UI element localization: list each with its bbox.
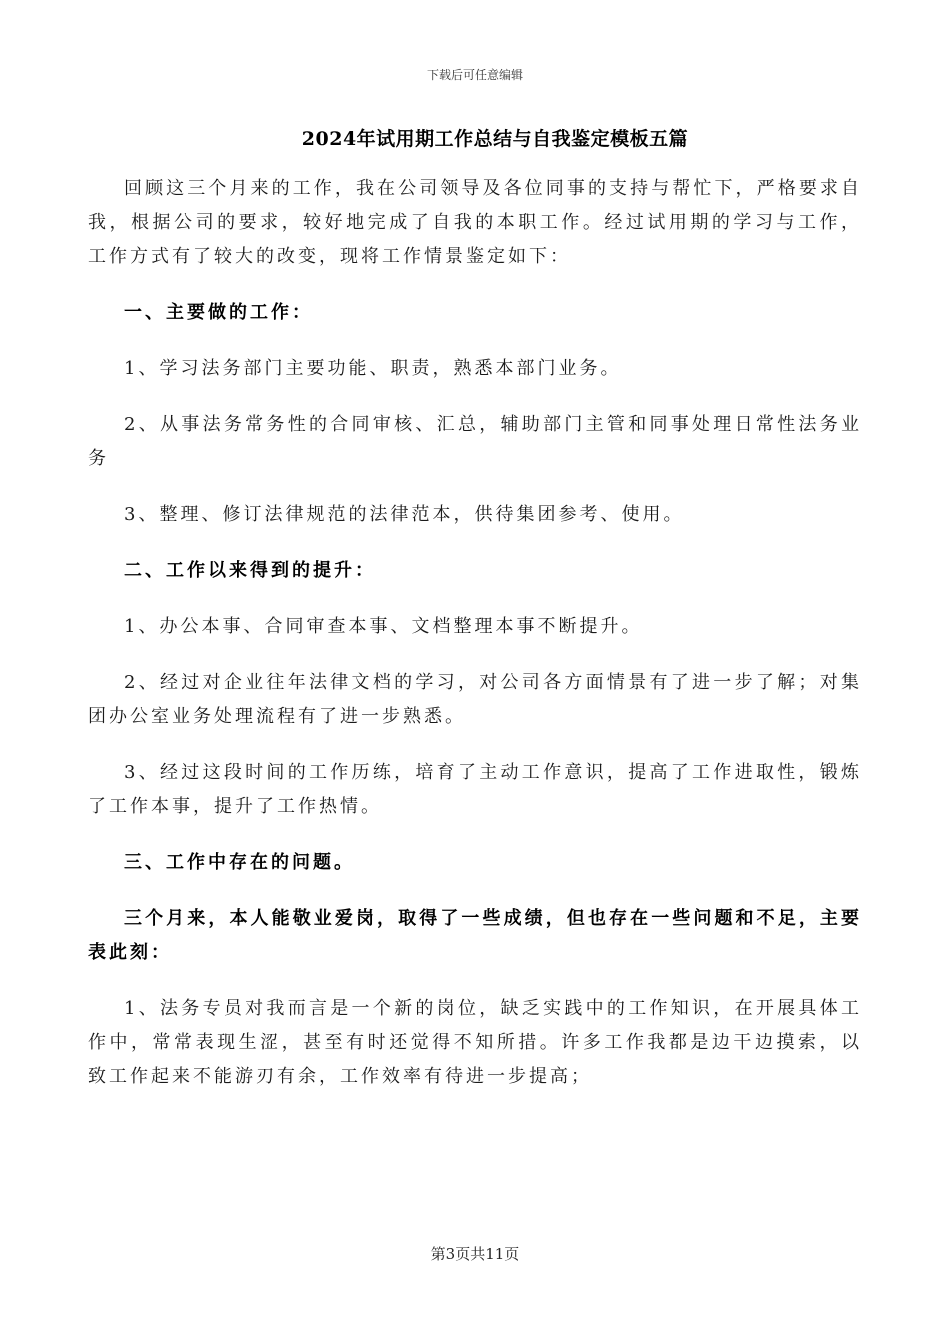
document-body [88,172,862,1094]
section-heading-improvements: 二、工作以来得到的提升： [124,560,376,581]
document-title: 2024年试用期工作总结与自我鉴定模板五篇 [301,128,689,150]
page-footer: 第3页共11页 [430,1245,520,1263]
list-item: 2、从事法务常务性的合同审核、汇总，辅助部门主管和同事处理日常性法务业务 [88,414,862,469]
list-item: 1、法务专员对我而言是一个新的岗位，缺乏实践中的工作知识，在开展具体工作中，常常表现生涩，甚至有时还觉得不知所措。许多工作我都是边干边摸索，以致工作起来不能游刃有余，工作效率有待进一步提高； [88,998,862,1087]
intro-paragraph: 回顾这三个月来的工作，我在公司领导及各位同事的支持与帮忙下，严格要求自我，根据公司的要求，较好地完成了自我的本职工作。经过试用期的学习与工作，工作方式有了较大的改变，现将工作情景鉴定如下： [88,178,862,267]
section-heading-main-work: 一、主要做的工作： [124,302,313,323]
problems-summary: 三个月来，本人能敬业爱岗，取得了一些成绩，但也存在一些问题和不足，主要表此刻： [88,908,862,963]
list-item: 2、经过对企业往年法律文档的学习，对公司各方面情景有了进一步了解；对集团办公室业务处理流程有了进一步熟悉。 [88,672,862,727]
header-note: 下载后可任意编辑 [426,68,523,82]
list-item: 1、学习法务部门主要功能、职责，熟悉本部门业务。 [124,358,622,379]
list-item: 1、办公本事、合同审查本事、文档整理本事不断提升。 [124,616,643,637]
section-heading-problems: 三、工作中存在的问题。 [124,852,355,873]
list-item: 3、整理、修订法律规范的法律范本，供待集团参考、使用。 [124,504,685,525]
list-item: 3、经过这段时间的工作历练，培育了主动工作意识，提高了工作进取性，锻炼了工作本事，提升了工作热情。 [88,762,862,817]
